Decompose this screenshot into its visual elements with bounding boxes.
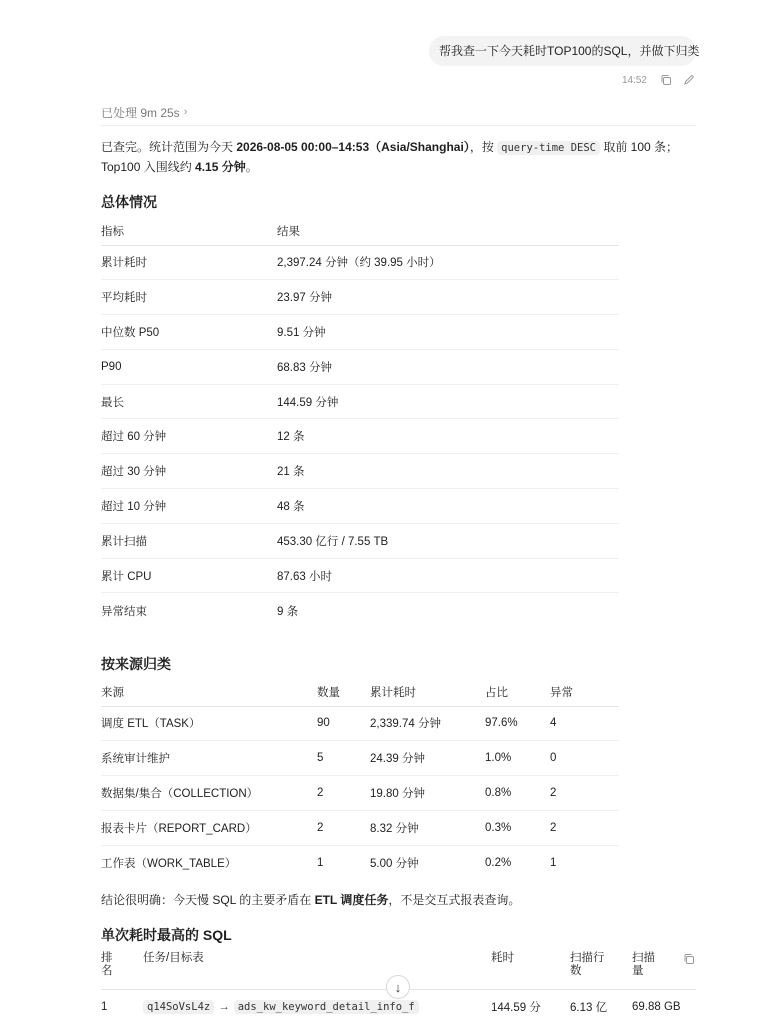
source-header-abnormal: 异常 xyxy=(550,679,619,706)
message-time: 14:52 xyxy=(621,74,647,86)
summary-metric-cell: 累计耗时 xyxy=(101,245,277,280)
top-row-time: 144.59 分 xyxy=(491,1002,541,1014)
table-row xyxy=(101,776,619,811)
top-header-rows xyxy=(570,952,632,978)
source-header-share: 占比 xyxy=(485,679,550,706)
top-header-scan-l2: 量 xyxy=(632,965,644,977)
edit-icon[interactable] xyxy=(682,73,696,87)
source-total-cell: 8.32 分钟 xyxy=(370,810,485,845)
source-share-cell: 0.8% xyxy=(485,776,550,811)
summary-metric-cell: 超过 60 分钟 xyxy=(101,419,277,454)
top-row-task xyxy=(143,1001,491,1013)
top-sql-title: 单次耗时最高的 SQL xyxy=(101,927,232,943)
source-abnormal-cell: 2 xyxy=(550,810,619,845)
summary-metric-cell: 超过 10 分钟 xyxy=(101,489,277,524)
summary-metric-cell: 最长 xyxy=(101,384,277,419)
table-row xyxy=(101,706,619,741)
table-row xyxy=(101,593,619,628)
table-row xyxy=(101,489,619,524)
summary-metric-cell: 中位数 P50 xyxy=(101,315,277,350)
summary-result-cell: 23.97 分钟 xyxy=(277,280,619,315)
summary-result-cell: 9 条 xyxy=(277,605,299,618)
table-row xyxy=(101,384,619,419)
summary-title: 总体情况 xyxy=(101,194,157,210)
arrow-down-icon: ↓ xyxy=(394,979,402,995)
scroll-to-bottom-button[interactable] xyxy=(386,975,410,999)
source-abnormal-cell: 2 xyxy=(550,776,619,811)
top-row-rows: 6.13 亿 xyxy=(570,1002,608,1014)
source-share-cell: 97.6% xyxy=(485,706,550,741)
source-name-cell: 调度 ETL（TASK） xyxy=(101,706,317,741)
summary-metric-cell: 超过 30 分钟 xyxy=(101,454,277,489)
conclusion-b: ETL 调度任务 xyxy=(314,893,389,907)
summary-metric-cell: 累计 CPU xyxy=(101,558,277,593)
copy-icon[interactable] xyxy=(659,73,673,87)
top-row-rank: 1 xyxy=(101,1001,108,1013)
top-header-rows-l2: 数 xyxy=(570,965,582,977)
source-count-cell: 2 xyxy=(317,810,370,845)
table-row xyxy=(101,810,619,845)
table-row xyxy=(101,845,619,880)
summary-result-cell: 48 条 xyxy=(277,489,619,524)
source-share-cell: 0.3% xyxy=(485,810,550,845)
table-row xyxy=(101,454,619,489)
table-row xyxy=(101,741,619,776)
top-header-rank-l1: 排 xyxy=(101,952,113,964)
processed-label: 已处理 9m 25s xyxy=(101,106,180,120)
source-total-cell: 24.39 分钟 xyxy=(370,741,485,776)
summary-result-cell: 21 条 xyxy=(277,454,619,489)
source-name-cell: 报表卡片（REPORT_CARD） xyxy=(101,810,317,845)
intro-paragraph xyxy=(101,138,696,177)
source-abnormal-cell: 1 xyxy=(550,856,557,869)
arrow-right-icon: → xyxy=(218,1001,230,1013)
intro-range: 2026-08-05 00:00–14:53（Asia/Shanghai） xyxy=(236,140,470,154)
processed-toggle[interactable] xyxy=(101,104,696,126)
top-row-task-id: q14SoVsL4z xyxy=(143,1000,214,1014)
summary-result-cell: 2,397.24 分钟（约 39.95 小时） xyxy=(277,245,619,280)
by-source-table xyxy=(101,679,619,880)
summary-metric-cell: 累计扫描 xyxy=(101,523,277,558)
top-header-rank-l2: 名 xyxy=(101,965,113,977)
top-header-scan-l1: 扫描 xyxy=(632,952,655,964)
source-total-cell: 19.80 分钟 xyxy=(370,776,485,811)
table-row xyxy=(101,280,619,315)
top-header-time-label: 耗时 xyxy=(491,952,514,964)
intro-part3: 取前 100 条； xyxy=(599,140,679,154)
intro-line2-c: 。 xyxy=(245,160,258,174)
source-name-cell: 工作表（WORK_TABLE） xyxy=(101,857,237,870)
source-share-cell: 1.0% xyxy=(485,741,550,776)
summary-header-metric: 指标 xyxy=(101,218,277,245)
summary-header-result: 结果 xyxy=(277,218,619,245)
by-source-title: 按来源归类 xyxy=(101,656,171,672)
source-total-cell: 2,339.74 分钟 xyxy=(370,706,485,741)
source-abnormal-cell: 0 xyxy=(550,741,619,776)
intro-line2-a: Top100 入围线约 xyxy=(101,160,196,174)
conclusion-a: 结论很明确：今天慢 SQL 的主要矛盾在 xyxy=(101,893,315,907)
top-header-task xyxy=(143,952,491,965)
source-count-cell: 1 xyxy=(317,856,324,869)
conclusion-c: ，不是交互式报表查询。 xyxy=(388,893,521,907)
top-row-target: ads_kw_keyword_detail_info_f xyxy=(234,1000,419,1014)
summary-result-cell: 68.83 分钟 xyxy=(277,349,619,384)
source-name-cell: 数据集/集合（COLLECTION） xyxy=(101,776,317,811)
top-header-time xyxy=(491,952,570,965)
intro-line2-b: 4.15 分钟 xyxy=(195,160,246,174)
source-count-cell: 5 xyxy=(317,741,370,776)
source-count-cell: 2 xyxy=(317,776,370,811)
source-count-cell: 90 xyxy=(317,706,370,741)
top-header-scan xyxy=(632,952,696,978)
user-message-bubble xyxy=(429,36,700,66)
summary-result-cell: 87.63 小时 xyxy=(277,558,619,593)
message-meta xyxy=(600,73,696,87)
table-row xyxy=(101,315,619,350)
user-message-text: 帮我查一下今天耗时TOP100的SQL，并做下归类 xyxy=(439,44,700,58)
table-row xyxy=(101,523,619,558)
source-header-source: 来源 xyxy=(101,679,317,706)
conclusion-text xyxy=(101,891,520,908)
summary-metric-cell: 平均耗时 xyxy=(101,280,277,315)
summary-result-cell: 144.59 分钟 xyxy=(277,384,619,419)
table-row xyxy=(101,558,619,593)
source-abnormal-cell: 4 xyxy=(550,706,619,741)
top-header-rank xyxy=(101,952,143,978)
source-header-count: 数量 xyxy=(317,679,370,706)
intro-code: query-time DESC xyxy=(497,141,600,155)
table-row xyxy=(101,349,619,384)
top-header-task-label: 任务/目标表 xyxy=(143,952,204,964)
summary-table xyxy=(101,218,619,628)
summary-metric-cell: P90 xyxy=(101,349,277,384)
intro-part1: 已查完。统计范围为今天 xyxy=(101,140,237,154)
source-name-cell: 系统审计维护 xyxy=(101,741,317,776)
summary-result-cell: 453.30 亿行 / 7.55 TB xyxy=(277,523,619,558)
top-header-rows-l1: 扫描行 xyxy=(570,952,605,964)
table-row xyxy=(101,245,619,280)
top-row-scan: 69.88 GB xyxy=(632,1001,681,1013)
source-share-cell: 0.2% xyxy=(485,856,512,869)
summary-metric-cell: 异常结束 xyxy=(101,605,147,618)
summary-result-cell: 9.51 分钟 xyxy=(277,315,619,350)
summary-result-cell: 12 条 xyxy=(277,419,619,454)
table-row xyxy=(101,419,619,454)
source-header-total: 累计耗时 xyxy=(370,679,485,706)
source-total-cell: 5.00 分钟 xyxy=(370,857,419,870)
chevron-right-icon: › xyxy=(183,106,188,118)
intro-part2: ，按 xyxy=(469,140,498,154)
copy-table-icon[interactable] xyxy=(682,952,696,966)
